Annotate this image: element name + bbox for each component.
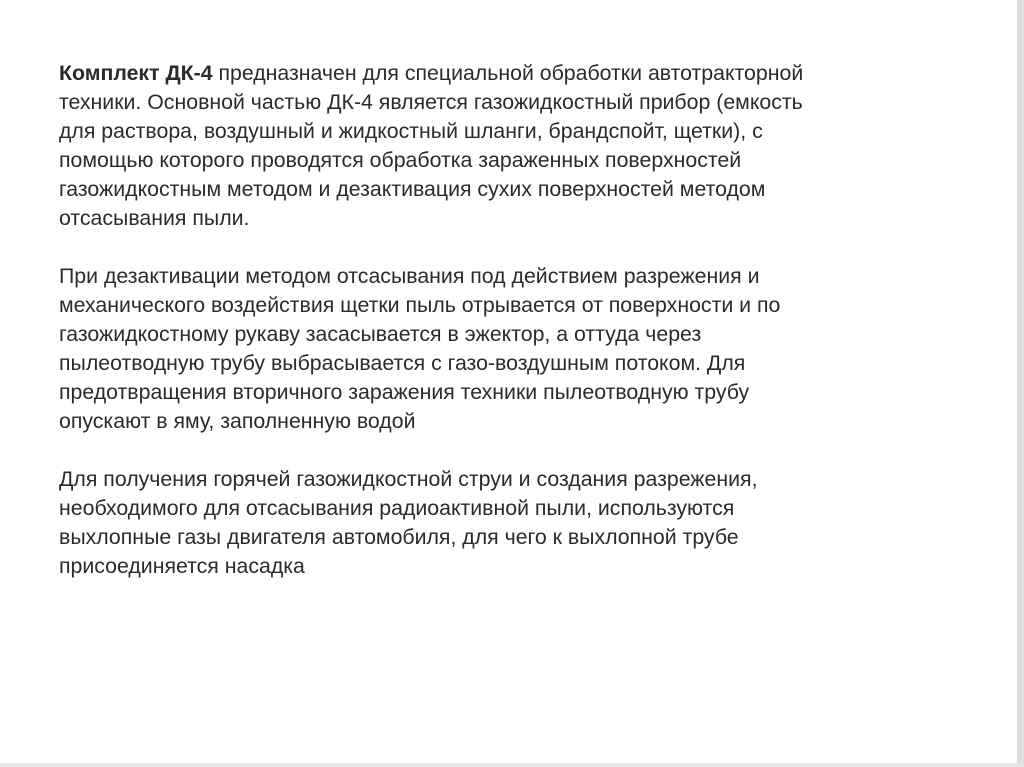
slide-right-edge	[1017, 0, 1024, 767]
text-line: газожидкостным методом и дезактивация сухих поверхностей методом	[59, 177, 766, 201]
paragraph-2	[59, 262, 964, 436]
text-line: помощью которого проводятся обработка зараженных поверхностей	[59, 148, 742, 172]
text-line: для раствора, воздушный и жидкостный шланги, брандспойт, щетки), с	[59, 119, 763, 143]
text-line: опускают в яму, заполненную водой	[59, 409, 416, 433]
text-line: пылеотводную трубу выбрасывается с газо-воздушным потоком. Для	[59, 351, 746, 375]
text-line: предотвращения вторичного заражения техники пылеотводную трубу	[59, 380, 750, 404]
text-line: Для получения горячей газожидкостной струи и создания разрежения,	[59, 467, 758, 491]
text-line: газожидкостному рукаву засасывается в эжектор, а оттуда через	[59, 322, 702, 346]
paragraph-3	[59, 465, 964, 581]
paragraph-1	[59, 59, 964, 233]
device-name: Комплект ДК-4	[59, 61, 213, 85]
slide-body	[59, 59, 964, 581]
text-line: механического воздействия щетки пыль отрывается от поверхности и по	[59, 293, 781, 317]
text-line: присоединяется насадка	[59, 554, 305, 578]
text-line	[59, 59, 964, 88]
text-line: выхлопные газы двигателя автомобиля, для чего к выхлопной трубе	[59, 525, 739, 549]
text-line: отсасывания пыли.	[59, 206, 250, 230]
text-line: При дезактивации методом отсасывания под действием разрежения и	[59, 264, 760, 288]
slide-bottom-edge	[0, 763, 1024, 767]
text-line: техники. Основной частью ДК-4 является газожидкостный прибор (емкость	[59, 90, 803, 114]
text-fragment: предназначен для специальной обработки автотракторной	[212, 61, 804, 85]
text-line: необходимого для отсасывания радиоактивной пыли, используются	[59, 496, 735, 520]
